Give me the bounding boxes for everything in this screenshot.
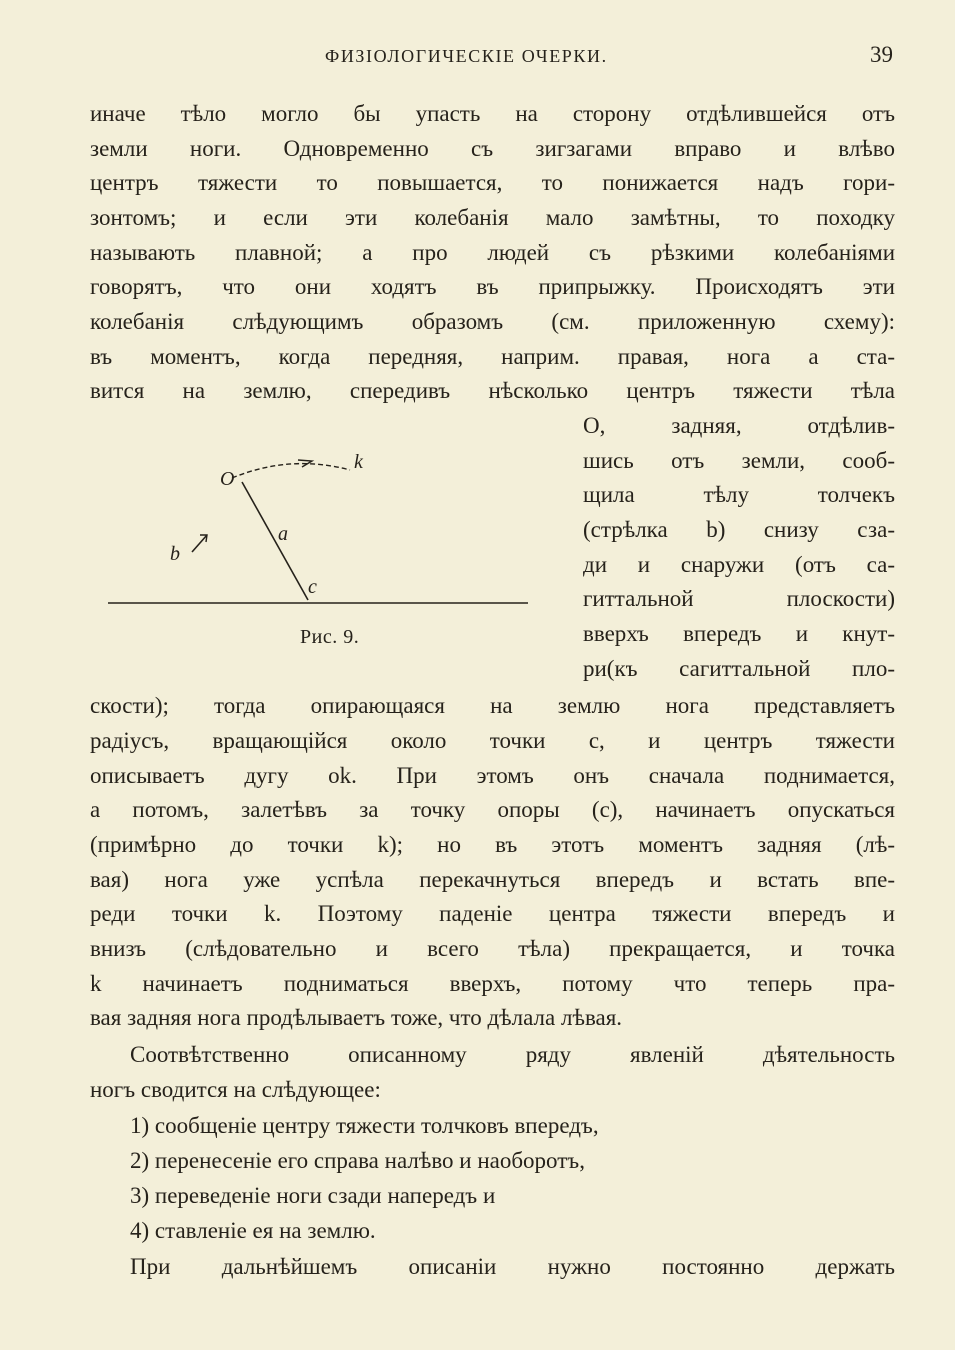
figure-caption: Рис. 9. [300,626,360,648]
page-number: 39 [870,42,893,67]
text-line: реди точки k. Поэтому паденіе центра тяжести впередъ и [90,901,895,926]
text-line: O, задняя, отдѣлив- [583,413,895,438]
text-line: щила тѣлу толчекъ [583,482,895,507]
label-k: k [354,451,363,473]
list-item: 4) ставленіе ея на землю. [130,1218,376,1243]
text-line: (стрѣлка b) снизу сза- [583,517,895,542]
text-line: называють плавной; а про людей съ рѣзкими колебаніями [90,240,895,265]
text-line: земли ноги. Одновременно съ зигзагами вправо и влѣво [90,136,895,161]
running-title: ФИЗІОЛОГИЧЕСКІЕ ОЧЕРКИ. [325,46,608,66]
text-line: ногъ сводится на слѣдующее: [90,1077,381,1102]
arc-ok [232,464,350,478]
text-line: вверхъ впередъ и кнут- [583,621,895,646]
label-o: O [220,468,235,490]
text-line: говорятъ, что они ходятъ въ припрыжку. Происходятъ эти [90,274,895,299]
text-line: k начинаетъ подниматься вверхъ, потому что теперь пра- [90,971,895,996]
text-line: колебанія слѣдующимъ образомъ (см. приложенную схему): [90,309,895,334]
text-line: вая задняя нога продѣлываетъ тоже, что дѣлала лѣвая. [90,1005,623,1030]
text-line: ри(къ сагиттальной пло- [583,656,895,681]
text-line: шись отъ земли, сооб- [583,448,895,473]
text-line: гиттальной плоскости) [583,586,895,611]
text-line: внизъ (слѣдовательно и всего тѣла) прекращается, и точка [90,936,895,961]
text-line: зонтомъ; и если эти колебанія мало замѣтны, то походку [90,205,895,230]
text-line: скости); тогда опирающаяся на землю нога представляетъ [90,693,895,718]
list-item: 3) переведеніе ноги сзади напередъ и [130,1183,496,1208]
text-line: а потомъ, залетѣвъ за точку опоры (c), начинаетъ опускаться [90,797,895,822]
text-line: описываетъ дугу ok. При этомъ онъ сначала поднимается, [90,763,895,788]
text-line: вится на землю, спередивъ нѣсколько центръ тяжести тѣла [90,378,895,403]
text-line: При дальнѣйшемъ описаніи нужно постоянно держать [130,1254,895,1279]
text-line: центръ тяжести то повышается, то понижается надъ гори- [90,170,895,195]
list-item: 2) перенесеніе его справа налѣво и наоборотъ, [130,1148,585,1173]
list-item: 1) сообщеніе центру тяжести толчковъ впередъ, [130,1113,599,1138]
page-header [90,42,895,72]
label-a: a [278,523,288,545]
text-line: радіусъ, вращающійся около точки c, и центръ тяжести [90,728,895,753]
label-c: c [308,576,317,598]
text-line: иначе тѣло могло бы упасть на сторону отдѣлившейся отъ [90,101,895,126]
leg-line [242,482,308,600]
arrow-b [192,535,207,552]
gait-diagram [100,440,540,640]
text-line: Соотвѣтственно описанному ряду явленій дѣятельность [130,1042,895,1067]
text-line: въ моментъ, когда передняя, наприм. правая, нога a ста- [90,344,895,369]
text-line: ди и снаружи (отъ са- [583,552,895,577]
label-b: b [170,543,180,565]
text-line: вая) нога уже успѣла перекачнуться впередъ и встать впе- [90,867,895,892]
text-line: (примѣрно до точки k); но въ этотъ моментъ задняя (лѣ- [90,832,895,857]
